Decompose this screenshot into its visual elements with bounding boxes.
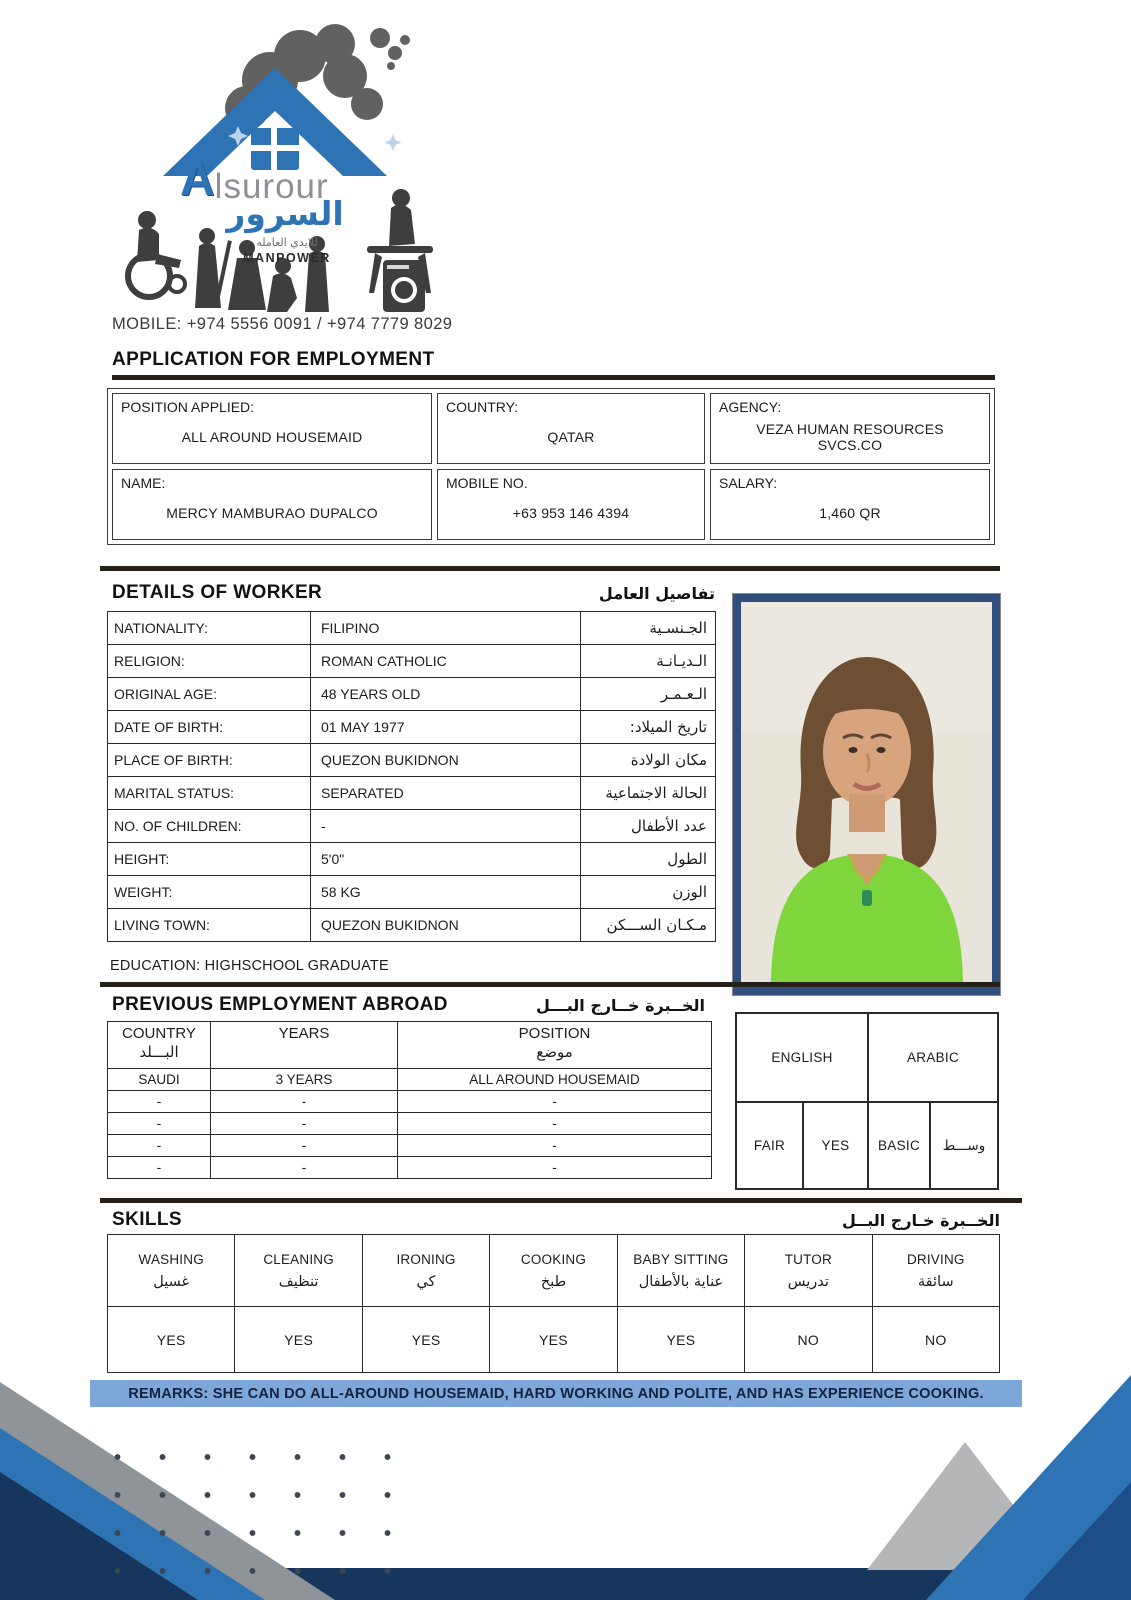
skill-label: WASHING — [138, 1251, 204, 1267]
english-value: YES — [803, 1102, 868, 1189]
name-cell — [112, 469, 432, 540]
emp-years: - — [211, 1113, 398, 1135]
position-header-arabic: موضع — [536, 1043, 573, 1061]
skill-label: TUTOR — [784, 1251, 832, 1267]
detail-label: DATE OF BIRTH: — [108, 711, 311, 744]
emp-years: - — [211, 1091, 398, 1113]
detail-label: HEIGHT: — [108, 843, 311, 876]
detail-label-arabic: الطول — [581, 843, 716, 876]
position-header-label: POSITION — [518, 1025, 591, 1042]
country-label: COUNTRY: — [446, 399, 519, 415]
detail-label-arabic: الحالة الاجتماعية — [581, 777, 716, 810]
skill-value: YES — [108, 1307, 235, 1373]
skills-values-row — [108, 1307, 1000, 1373]
skill-value: NO — [872, 1307, 999, 1373]
detail-label: RELIGION: — [108, 645, 311, 678]
emp-position: - — [398, 1113, 712, 1135]
table-row — [108, 1091, 712, 1113]
skill-value: YES — [235, 1307, 362, 1373]
brand-name-arabic: السرور — [226, 194, 344, 233]
previous-employment-table — [107, 1021, 712, 1179]
detail-label-arabic: تاريخ الميلاد: — [581, 711, 716, 744]
detail-value: 48 YEARS OLD — [311, 678, 581, 711]
agency-logo — [95, 8, 445, 320]
emp-country: - — [108, 1091, 211, 1113]
employment-title: PREVIOUS EMPLOYMENT ABROAD — [112, 994, 448, 1015]
position-header — [398, 1022, 712, 1069]
english-level: FAIR — [736, 1102, 803, 1189]
skills-table — [107, 1234, 1000, 1373]
arabic-language-header: ARABIC — [868, 1013, 998, 1102]
detail-value: 01 MAY 1977 — [311, 711, 581, 744]
arabic-level-arabic: وســـط — [930, 1102, 998, 1189]
name-label: NAME: — [121, 475, 166, 491]
table-row — [108, 1157, 712, 1179]
emp-years: - — [211, 1135, 398, 1157]
agency-value: VEZA HUMAN RESOURCES SVCS.CO — [756, 420, 944, 453]
emp-years: 3 YEARS — [211, 1069, 398, 1091]
years-header-label: YEARS — [278, 1025, 330, 1042]
detail-label-arabic: عدد الأطفال — [581, 810, 716, 843]
skill-label: BABY SITTING — [633, 1251, 729, 1267]
skill-value: NO — [745, 1307, 872, 1373]
detail-label-arabic: الجـنسـية — [581, 612, 716, 645]
skill-label-arabic: تنظيف — [278, 1273, 319, 1290]
detail-value: FILIPINO — [311, 612, 581, 645]
detail-value: 58 KG — [311, 876, 581, 909]
table-row — [108, 876, 716, 909]
languages-table — [735, 1012, 999, 1190]
emp-country: - — [108, 1113, 211, 1135]
worker-details-table — [107, 611, 716, 942]
table-row — [108, 1069, 712, 1091]
emp-country: - — [108, 1157, 211, 1179]
mobile-value: +63 953 146 4394 — [512, 504, 630, 521]
section-divider — [100, 1198, 1022, 1203]
worker-photo — [733, 594, 1000, 995]
detail-label: ORIGINAL AGE: — [108, 678, 311, 711]
table-row — [108, 909, 716, 942]
detail-value: - — [311, 810, 581, 843]
detail-label-arabic: مكان الولادة — [581, 744, 716, 777]
detail-label: NATIONALITY: — [108, 612, 311, 645]
skill-label: CLEANING — [263, 1251, 334, 1267]
detail-label: MARITAL STATUS: — [108, 777, 311, 810]
salary-value: 1,460 QR — [819, 504, 881, 521]
emp-position: ALL AROUND HOUSEMAID — [398, 1069, 712, 1091]
section-divider — [100, 566, 1000, 571]
country-header-arabic: البـــلد — [139, 1043, 179, 1061]
table-row — [108, 1113, 712, 1135]
skill-header — [745, 1235, 872, 1307]
agency-mobile-numbers: MOBILE: +974 5556 0091 / +974 7779 8029 — [112, 315, 453, 333]
section-divider — [100, 982, 1000, 987]
skill-header — [490, 1235, 617, 1307]
skills-header-row — [108, 1235, 1000, 1307]
mobile-cell — [437, 469, 705, 540]
detail-label: PLACE OF BIRTH: — [108, 744, 311, 777]
years-header — [211, 1022, 398, 1069]
brand-tagline: MANPOWER — [243, 251, 331, 265]
decorative-dots-grid — [95, 1438, 405, 1590]
detail-value: ROMAN CATHOLIC — [311, 645, 581, 678]
table-row — [108, 843, 716, 876]
position-applied-cell — [112, 393, 432, 464]
emp-country: - — [108, 1135, 211, 1157]
detail-label-arabic: الـعـمـر — [581, 678, 716, 711]
country-header — [108, 1022, 211, 1069]
detail-label-arabic: مـكـان الســـكن — [581, 909, 716, 942]
table-row — [108, 810, 716, 843]
education-line: EDUCATION: HIGHSCHOOL GRADUATE — [110, 958, 389, 974]
table-row — [108, 1135, 712, 1157]
detail-label: NO. OF CHILDREN: — [108, 810, 311, 843]
table-row — [108, 777, 716, 810]
skill-value: YES — [617, 1307, 744, 1373]
skill-header — [108, 1235, 235, 1307]
english-language-header: ENGLISH — [736, 1013, 868, 1102]
position-applied-value: ALL AROUND HOUSEMAID — [181, 428, 363, 445]
application-table — [107, 388, 995, 545]
skill-label-arabic: طبخ — [540, 1273, 567, 1290]
skill-header — [872, 1235, 999, 1307]
table-row — [108, 711, 716, 744]
arabic-level: BASIC — [868, 1102, 930, 1189]
table-header-row — [108, 1022, 712, 1069]
table-row — [108, 678, 716, 711]
skill-label: DRIVING — [906, 1251, 965, 1267]
emp-position: - — [398, 1157, 712, 1179]
brand-initial: A — [180, 153, 215, 206]
details-title: DETAILS OF WORKER — [112, 582, 323, 603]
country-cell — [437, 393, 705, 464]
worker-portrait-image — [741, 602, 992, 987]
agency-cell — [710, 393, 990, 464]
skill-label-arabic: تدريس — [787, 1273, 829, 1290]
agency-label: AGENCY: — [719, 399, 782, 415]
detail-label-arabic: الـديـانـة — [581, 645, 716, 678]
sparkle-icon — [385, 134, 402, 151]
skills-title: SKILLS — [112, 1209, 182, 1230]
table-row — [108, 612, 716, 645]
skill-header — [617, 1235, 744, 1307]
brand-rest: lsurour — [214, 167, 329, 206]
detail-label: WEIGHT: — [108, 876, 311, 909]
remarks-bar: REMARKS: SHE CAN DO ALL-AROUND HOUSEMAID, HARD WORKING AND POLITE, AND HAS EXPERIENCE COOKING. — [90, 1380, 1022, 1407]
skill-value: YES — [490, 1307, 617, 1373]
detail-value: SEPARATED — [311, 777, 581, 810]
skill-label-arabic: غسيل — [153, 1273, 190, 1290]
detail-label-arabic: الوزن — [581, 876, 716, 909]
section-divider — [112, 375, 995, 380]
application-title: APPLICATION FOR EMPLOYMENT — [112, 349, 435, 370]
brand-tagline-arabic: للايدي العامله — [256, 236, 318, 249]
detail-label: LIVING TOWN: — [108, 909, 311, 942]
skills-title-arabic: الخــبرة خـارج البــل — [841, 1211, 1000, 1230]
country-value: QATAR — [547, 428, 595, 445]
table-row — [108, 645, 716, 678]
emp-position: - — [398, 1091, 712, 1113]
salary-label: SALARY: — [719, 475, 778, 491]
detail-value: QUEZON BUKIDNON — [311, 909, 581, 942]
decorative-triangle-navy-right — [1023, 1482, 1131, 1600]
skill-label: IRONING — [396, 1251, 456, 1267]
name-value: MERCY MAMBURAO DUPALCO — [166, 504, 378, 521]
salary-cell — [710, 469, 990, 540]
skill-header — [362, 1235, 489, 1307]
emp-country: SAUDI — [108, 1069, 211, 1091]
skill-header — [235, 1235, 362, 1307]
skill-label: COOKING — [520, 1251, 587, 1267]
position-applied-label: POSITION APPLIED: — [121, 399, 255, 415]
skill-value: YES — [362, 1307, 489, 1373]
detail-value: QUEZON BUKIDNON — [311, 744, 581, 777]
skill-label-arabic: سائقة — [917, 1273, 954, 1290]
emp-position: - — [398, 1135, 712, 1157]
table-row — [108, 744, 716, 777]
employment-title-arabic: الخــبرة خــارج البـــل — [536, 996, 705, 1015]
skill-label-arabic: كي — [416, 1273, 436, 1290]
details-title-arabic: تفاصيل العامل — [598, 584, 715, 603]
emp-years: - — [211, 1157, 398, 1179]
country-header-label: COUNTRY — [122, 1025, 196, 1042]
mobile-label: MOBILE NO. — [446, 475, 528, 491]
detail-value: 5'0" — [311, 843, 581, 876]
skill-label-arabic: عناية بالأطفال — [638, 1273, 724, 1290]
